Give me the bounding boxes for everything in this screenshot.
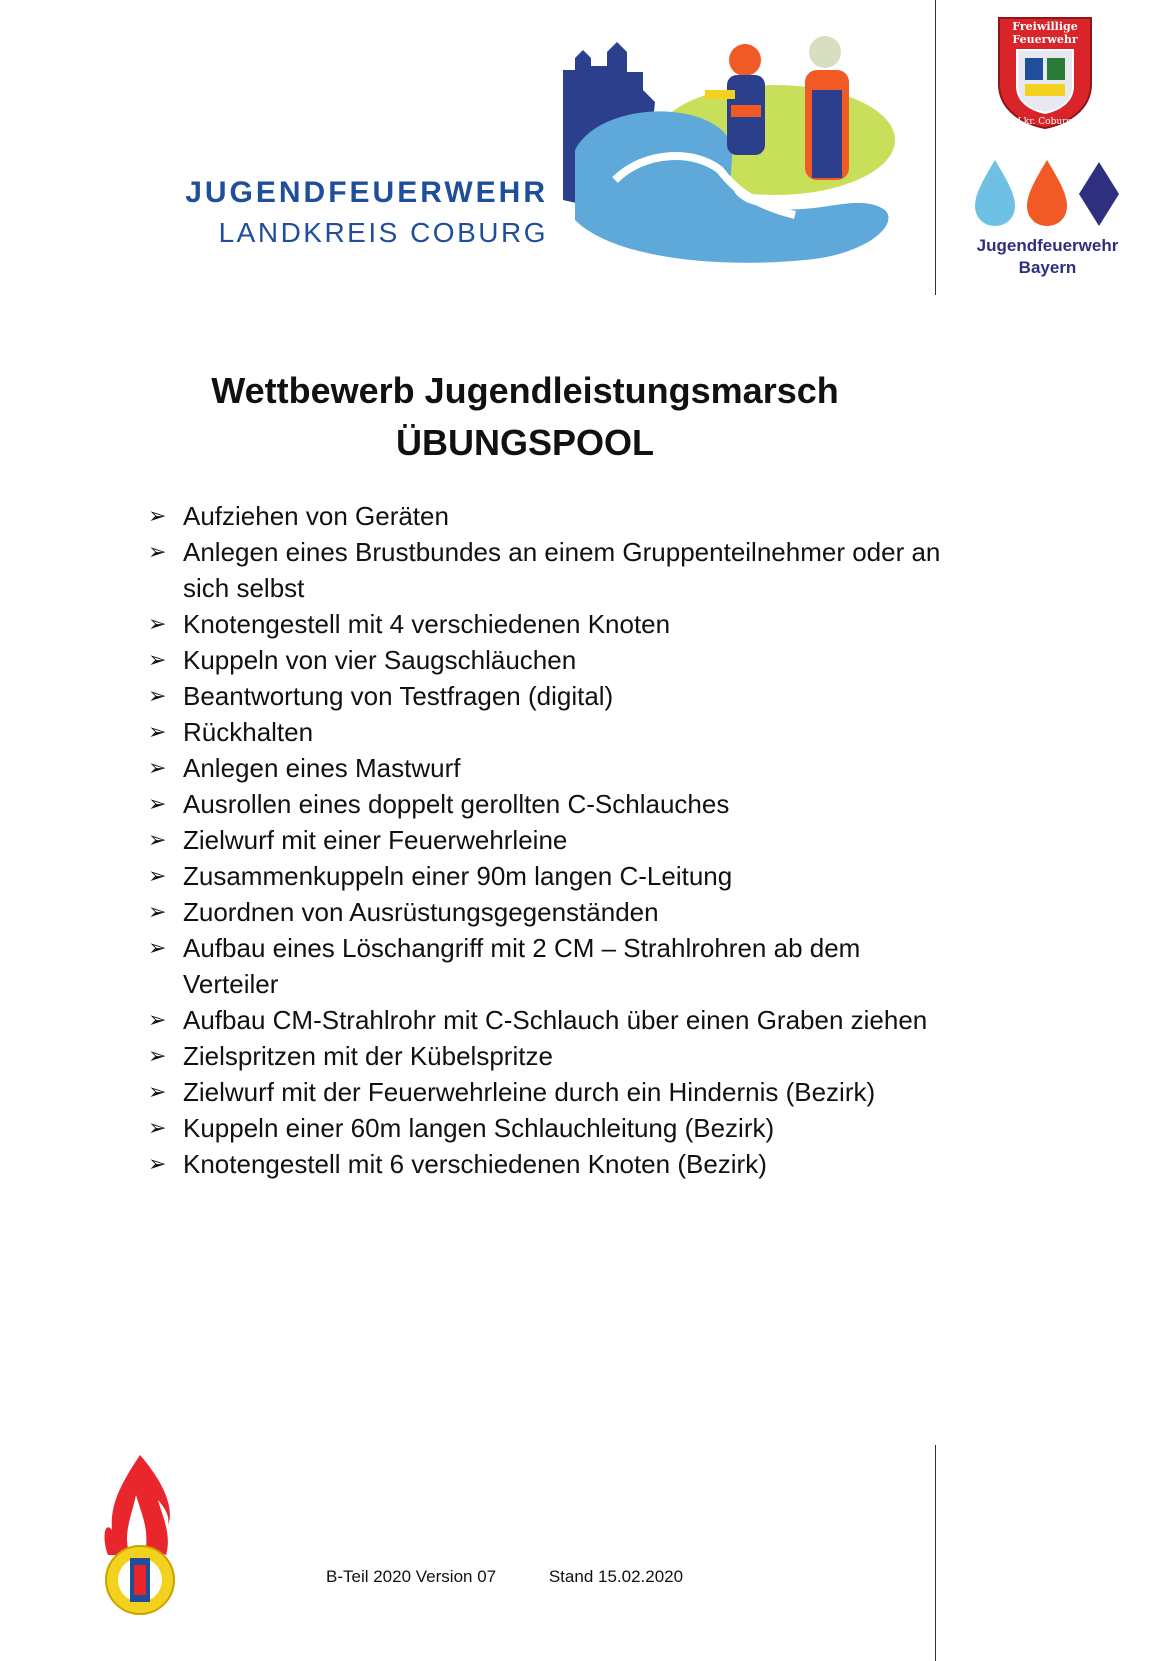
jfb-line-1: Jugendfeuerwehr — [976, 236, 1119, 255]
list-item-text: Beantwortung von Testfragen (digital) — [183, 681, 614, 711]
list-item — [148, 750, 948, 786]
title-line-2: ÜBUNGSPOOL — [395, 422, 654, 463]
list-item — [148, 534, 948, 606]
freiwillige-feuerwehr-crest — [995, 14, 1095, 130]
crest-text-1: Freiwillige — [1012, 20, 1078, 33]
list-item-text: Zielwurf mit einer Feuerwehrleine — [183, 825, 568, 855]
list-item — [148, 930, 948, 1002]
jfb-line-2: Bayern — [1018, 258, 1077, 277]
org-subtitle: LANDKREIS COBURG — [218, 217, 548, 248]
arrow-bullet-icon: ➢ — [148, 899, 167, 924]
jugendfeuerwehr-bayern-text — [955, 235, 1140, 279]
title-line-1: Wettbewerb Jugendleistungsmarsch — [211, 370, 839, 411]
list-item-text: Rückhalten — [183, 717, 314, 747]
vertical-divider-bottom — [935, 1445, 936, 1661]
list-item-text: Aufziehen von Geräten — [183, 501, 449, 531]
list-item-text: Zielspritzen mit der Kübelspritze — [183, 1041, 553, 1071]
footer-date: Stand 15.02.2020 — [548, 1567, 684, 1586]
jugendfeuerwehr-bayern-drops-logo — [973, 158, 1123, 228]
arrow-bullet-icon: ➢ — [148, 863, 167, 888]
list-item — [148, 1074, 948, 1110]
list-item-text: Zusammenkuppeln einer 90m langen C-Leitung — [183, 861, 733, 891]
list-item-text: Anlegen eines Mastwurf — [183, 753, 461, 783]
list-item — [148, 822, 948, 858]
arrow-bullet-icon: ➢ — [148, 1115, 167, 1140]
list-item-text: Zielwurf mit der Feuerwehrleine durch ein Hindernis (Bezirk) — [183, 1077, 876, 1107]
arrow-bullet-icon: ➢ — [148, 1007, 167, 1032]
arrow-bullet-icon: ➢ — [148, 755, 167, 780]
arrow-bullet-icon: ➢ — [148, 935, 167, 960]
list-item-text: Knotengestell mit 4 verschiedenen Knoten — [183, 609, 671, 639]
footer-version: B-Teil 2020 Version 07 — [326, 1567, 497, 1586]
list-item-text: Aufbau eines Löschangriff mit 2 CM – Strahlrohren ab dem Verteiler — [183, 933, 861, 999]
list-item-text: Anlegen eines Brustbundes an einem Gruppenteilnehmer oder an sich selbst — [183, 537, 941, 603]
list-item-text: Kuppeln von vier Saugschläuchen — [183, 645, 577, 675]
arrow-bullet-icon: ➢ — [148, 1079, 167, 1104]
arrow-bullet-icon: ➢ — [148, 539, 167, 564]
list-item — [148, 1002, 948, 1038]
vertical-divider-top — [935, 0, 936, 295]
arrow-bullet-icon: ➢ — [148, 1151, 167, 1176]
list-item — [148, 1146, 948, 1182]
list-item — [148, 642, 948, 678]
list-item — [148, 786, 948, 822]
crest-text-3: Lkr. Coburg — [1017, 117, 1073, 127]
list-item-text: Zuordnen von Ausrüstungsgegenständen — [183, 897, 659, 927]
exercise-list — [148, 498, 948, 1182]
org-name: JUGENDFEUERWEHR — [185, 176, 548, 209]
list-item — [148, 678, 948, 714]
list-item — [148, 894, 948, 930]
arrow-bullet-icon: ➢ — [148, 647, 167, 672]
list-item-text: Aufbau CM-Strahlrohr mit C-Schlauch über einen Graben ziehen — [183, 1005, 928, 1035]
list-item-text: Knotengestell mit 6 verschiedenen Knoten (Bezirk) — [183, 1149, 767, 1179]
list-item — [148, 858, 948, 894]
arrow-bullet-icon: ➢ — [148, 719, 167, 744]
arrow-bullet-icon: ➢ — [148, 611, 167, 636]
crest-text-2: Feuerwehr — [1012, 33, 1078, 46]
document-title — [150, 368, 900, 466]
list-item — [148, 1110, 948, 1146]
header-title-block — [108, 176, 548, 250]
arrow-bullet-icon: ➢ — [148, 827, 167, 852]
list-item-text: Kuppeln einer 60m langen Schlauchleitung (Bezirk) — [183, 1113, 775, 1143]
arrow-bullet-icon: ➢ — [148, 1043, 167, 1068]
list-item — [148, 498, 948, 534]
list-item — [148, 606, 948, 642]
arrow-bullet-icon: ➢ — [148, 503, 167, 528]
deutsche-jugendfeuerwehr-logo — [100, 1455, 180, 1620]
page-footer — [326, 1567, 731, 1587]
list-item-text: Ausrollen eines doppelt gerollten C-Schlauches — [183, 789, 730, 819]
firefighters-illustration — [555, 30, 925, 280]
list-item — [148, 714, 948, 750]
list-item — [148, 1038, 948, 1074]
arrow-bullet-icon: ➢ — [148, 683, 167, 708]
arrow-bullet-icon: ➢ — [148, 791, 167, 816]
